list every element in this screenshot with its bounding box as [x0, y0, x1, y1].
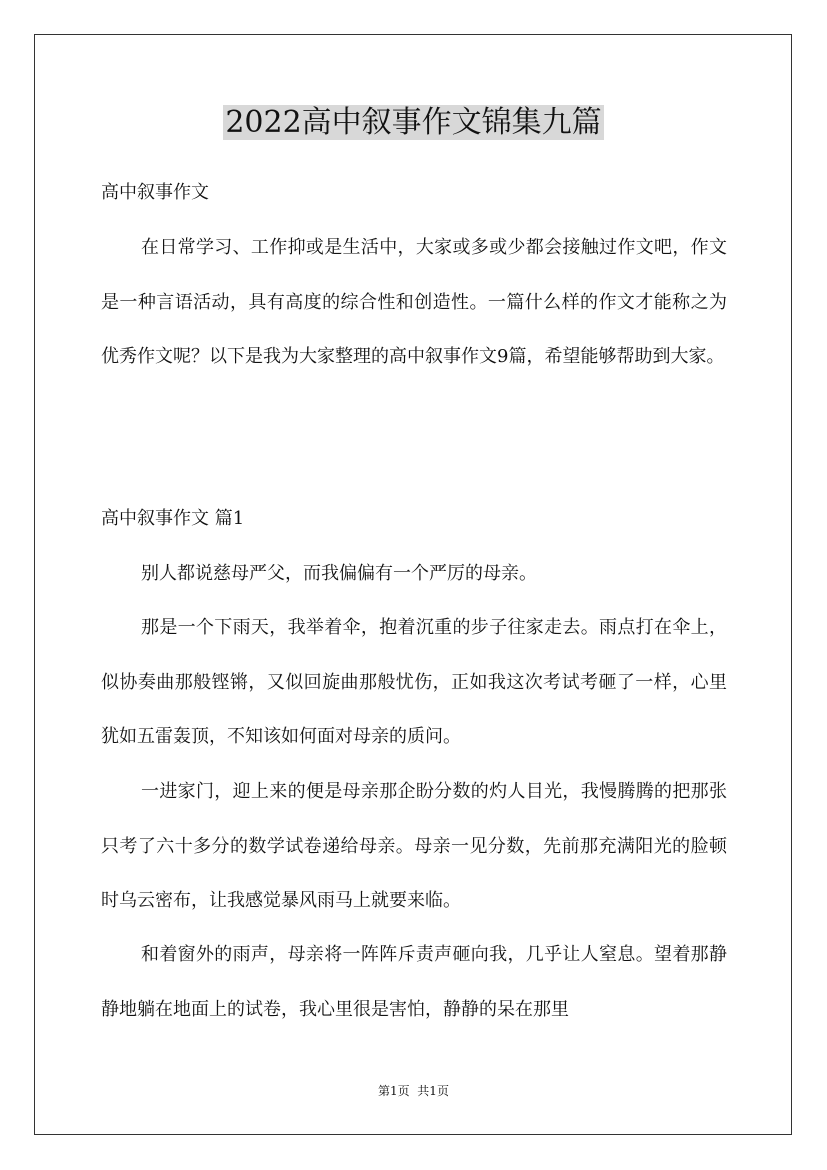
section-heading: 高中叙事作文 篇1 — [101, 508, 245, 529]
section-paragraph: 别人都说慈母严父，而我偏偏有一个严厉的母亲。 — [141, 563, 537, 584]
intro-paragraph: 在日常学习、工作抑或是生活中，大家或多或少都会接触过作文吧，作文是一种言语活动，具有高度的综合性和创造性。一篇什么样的作文才能称之为优秀作文呢？以下是我为大家整理的高中叙事作文9篇，希望能够帮助到大家。 — [101, 237, 727, 367]
document-title-text: 2022高中叙事作文锦集九篇 — [225, 105, 602, 140]
section-paragraph: 和着窗外的雨声，母亲将一阵阵斥责声砸向我，几乎让人窒息。望着那静静地躺在地面上的试卷，我心里很是害怕，静静的呆在那里 — [101, 944, 727, 1020]
page-footer: 第1页 共1页 — [378, 1084, 449, 1098]
section-paragraph: 一进家门，迎上来的便是母亲那企盼分数的灼人目光，我慢腾腾的把那张只考了六十多分的数学试卷递给母亲。母亲一见分数，先前那充满阳光的脸顿时乌云密布，让我感觉暴风雨马上就要来临。 — [101, 781, 727, 911]
document-title — [0, 103, 827, 143]
intro-heading: 高中叙事作文 — [101, 182, 209, 203]
section-paragraph: 那是一个下雨天，我举着伞，抱着沉重的步子往家走去。雨点打在伞上，似协奏曲那般铿锵，又似回旋曲那般忧伤，正如我这次考试考砸了一样，心里犹如五雷轰顶，不知该如何面对母亲的质问。 — [101, 617, 727, 747]
